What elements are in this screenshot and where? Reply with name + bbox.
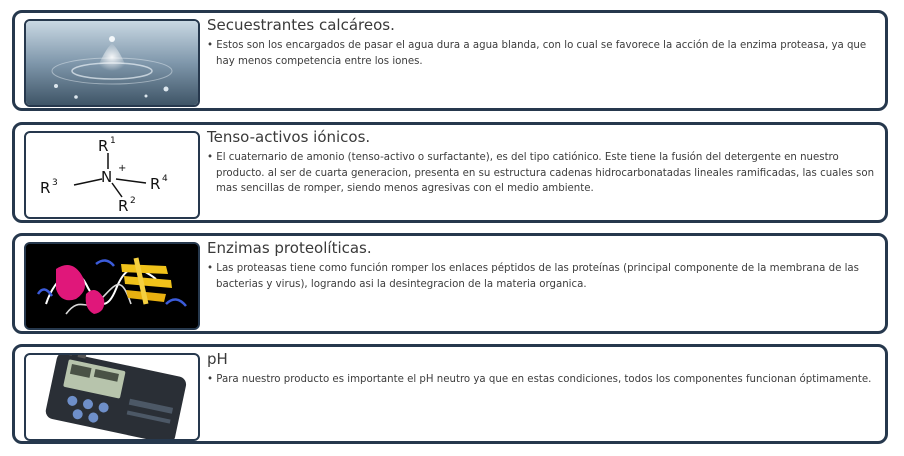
card-secuestrantes	[12, 10, 888, 111]
card-tensoactivos	[12, 122, 888, 223]
protein-ribbon-image	[24, 242, 200, 330]
ph-meter-image	[24, 353, 200, 441]
ammonium-structure-image	[24, 131, 200, 219]
section-title: pH	[207, 350, 228, 368]
section-bullet: • Para nuestro producto es importante el pH neutro ya que en estas condiciones, todos los componentes funcionan óptimamente.	[207, 374, 872, 385]
section-title: Enzimas proteolíticas.	[207, 239, 372, 257]
svg-text:R: R	[98, 137, 109, 155]
svg-text:R: R	[118, 197, 129, 215]
svg-text:R: R	[40, 179, 51, 197]
svg-text:R: R	[150, 175, 161, 193]
card-enzimas	[12, 233, 888, 334]
card-ph	[12, 344, 888, 444]
svg-text:1: 1	[110, 136, 116, 146]
section-bullet: • Las proteasas tiene como función romper los enlaces péptidos de las proteínas (principal componente de la membrana de las bacterias y virus), logrando asi la desintegracion de la materia organica.	[207, 263, 859, 290]
svg-text:+: +	[118, 163, 127, 174]
svg-text:3: 3	[52, 178, 58, 188]
svg-text:4: 4	[162, 174, 168, 184]
section-bullet: • Estos son los encargados de pasar el agua dura a agua blanda, con lo cual se favorece la acción de la enzima proteasa, ya que hay menos competencia entre los iones.	[207, 40, 867, 67]
section-bullet: • El cuaternario de amonio (tenso-activo o surfactante), es del tipo catiónico. Este tiene la fusión del detergente en nuestro producto. al ser de cuarta generacion, presenta en su estructura cadenas hidrocarbonatadas lineales ramificadas, las cuales son mas sencillas de romper, siendo menos agresivas con el medio ambiente.	[207, 152, 875, 194]
water-drop-image	[24, 19, 200, 107]
section-title: Secuestrantes calcáreos.	[207, 16, 395, 34]
section-title: Tenso-activos iónicos.	[207, 128, 371, 146]
svg-text:N: N	[101, 168, 113, 186]
svg-text:2: 2	[130, 196, 136, 206]
